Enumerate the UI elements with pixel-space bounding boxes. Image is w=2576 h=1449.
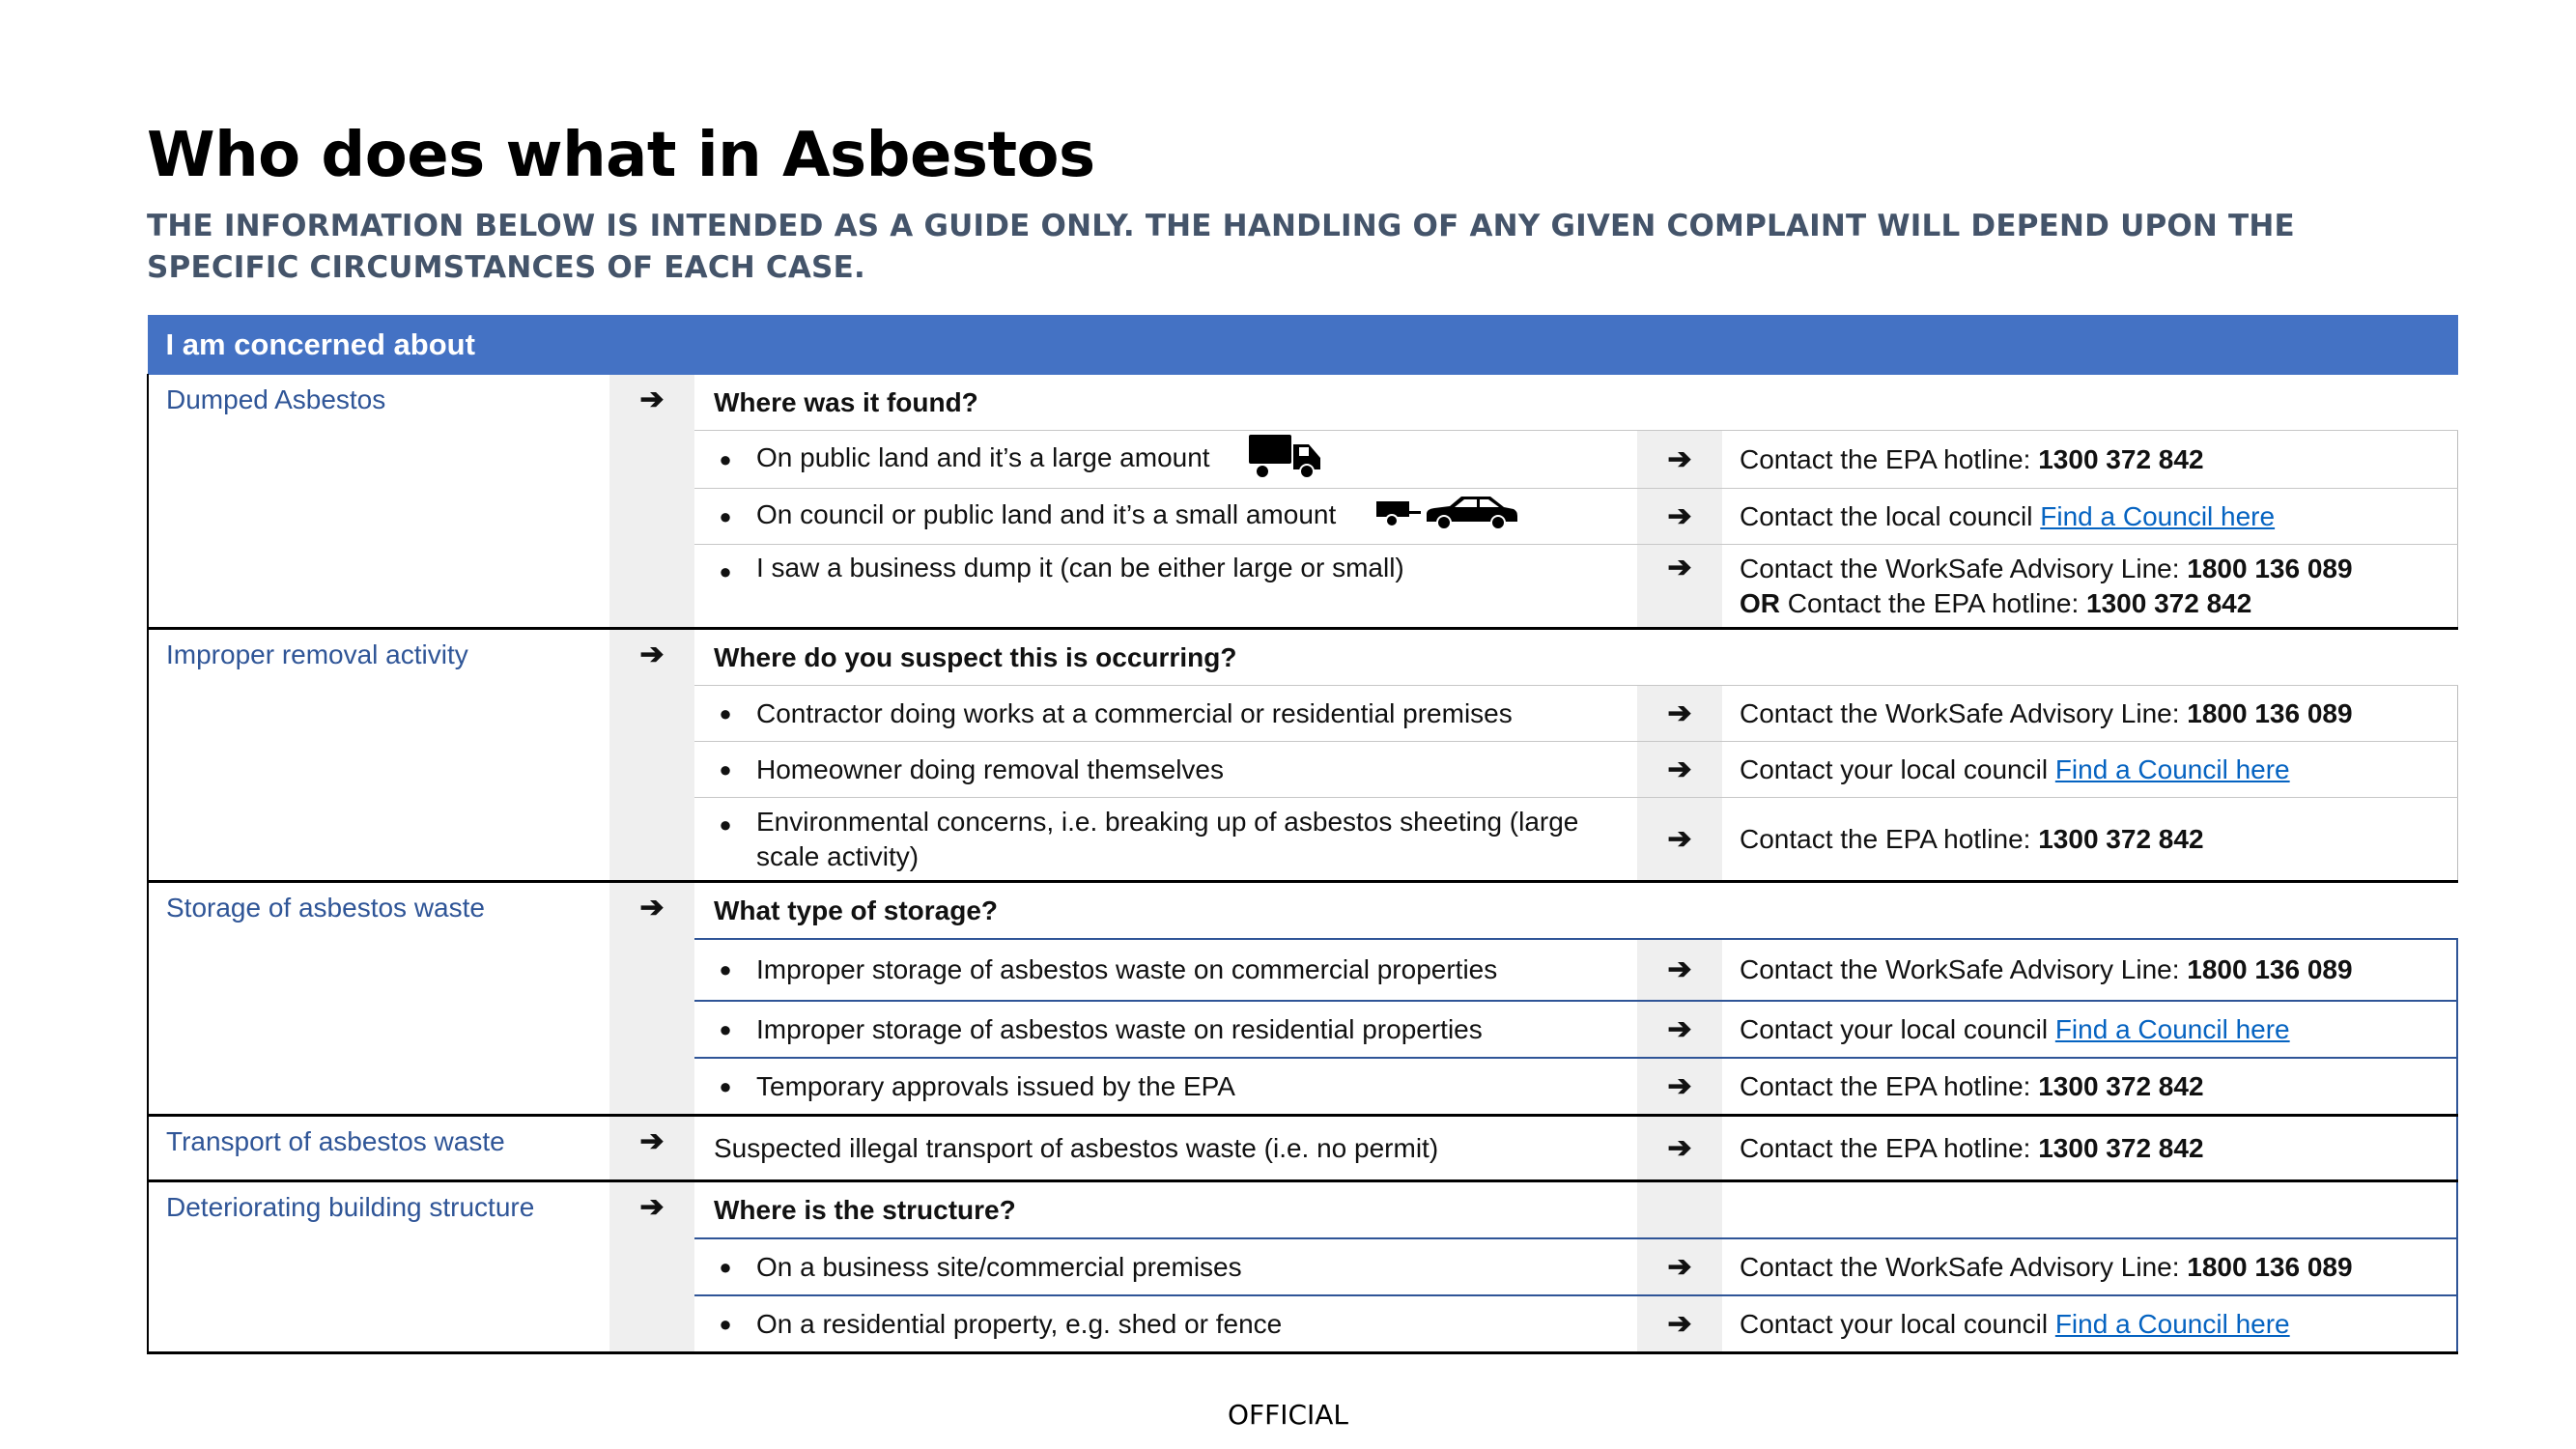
arrow-icon: ➔ [609,882,694,1116]
row-item: On a residential property, e.g. shed or fence [749,1295,1637,1353]
action-contact-council: Contact your local council Find a Council here [1722,1001,2457,1058]
bullet-icon: ● [694,1295,749,1353]
bullet-icon: ● [694,489,749,545]
table-header: I am concerned about [148,316,2457,375]
row-item: On a business site/commercial premises [749,1238,1637,1295]
bullet-icon: ● [694,798,749,882]
arrow-icon: ➔ [1637,939,1722,1001]
row-item: I saw a business dump it (can be either large or small) [749,545,1637,629]
asbestos-guide-table [147,315,2456,1354]
section-transport-row [148,1116,2457,1181]
bullet-icon: ● [694,545,749,629]
action-contact-epa: Contact the EPA hotline: 1300 372 842 [1722,431,2457,489]
action-contact-council: Contact your local council Find a Council here [1722,1295,2457,1353]
trailer-icon [1374,496,1423,537]
find-a-council-link[interactable]: Find a Council here [2054,1013,2290,1044]
find-a-council-link[interactable]: Find a Council here [2040,500,2276,531]
bullet-icon: ● [694,742,749,798]
row-item: Improper storage of asbestos waste on commercial properties [749,939,1637,1001]
arrow-icon: ➔ [609,629,694,882]
row-item: On council or public land and it’s a small amount [749,489,1637,545]
arrow-icon: ➔ [1637,545,1722,629]
arrow-icon: ➔ [1637,686,1722,742]
arrow-icon: ➔ [1637,798,1722,882]
action-contact-worksafe-or-epa: Contact the WorkSafe Advisory Line: 1800 136 089 OR Contact the EPA hotline: 1300 372 842 [1722,545,2457,629]
find-a-council-link[interactable]: Find a Council here [2054,1308,2290,1339]
bullet-icon: ● [694,1238,749,1295]
bullet-icon: ● [694,431,749,489]
row-item: On public land and it’s a large amount [749,431,1637,489]
car-icon [1423,493,1519,540]
arrow-icon: ➔ [609,375,694,629]
bullet-icon: ● [694,939,749,1001]
row-item: Contractor doing works at a commercial or residential premises [749,686,1637,742]
question-removal: Where do you suspect this is occurring? [694,629,2457,686]
page-title: Who does what in Asbestos [147,120,1095,191]
action-contact-worksafe: Contact the WorkSafe Advisory Line: 1800 136 089 [1722,939,2457,1001]
row-item: Improper storage of asbestos waste on residential properties [749,1001,1637,1058]
footer-classification: OFFICIAL [1227,1399,1349,1431]
arrow-icon: ➔ [1637,1238,1722,1295]
action-contact-epa: Contact the EPA hotline: 1300 372 842 [1722,1058,2457,1116]
arrow-icon: ➔ [1637,1295,1722,1353]
arrow-icon: ➔ [609,1116,694,1181]
row-item: Suspected illegal transport of asbestos waste (i.e. no permit) [694,1116,1637,1181]
question-storage: What type of storage? [694,882,2457,940]
question-dumped: Where was it found? [694,375,2457,431]
arrow-icon: ➔ [1637,431,1722,489]
action-contact-epa: Contact the EPA hotline: 1300 372 842 [1722,1116,2457,1181]
question-deteriorating: Where is the structure? [694,1181,1637,1239]
arrow-icon: ➔ [1637,1116,1722,1181]
section-dumped-question-row [148,375,2457,431]
arrow-icon: ➔ [1637,489,1722,545]
action-contact-worksafe: Contact the WorkSafe Advisory Line: 1800 136 089 [1722,1238,2457,1295]
row-item: Temporary approvals issued by the EPA [749,1058,1637,1116]
bullet-icon: ● [694,1058,749,1116]
section-removal-question-row [148,629,2457,686]
find-a-council-link[interactable]: Find a Council here [2054,753,2290,784]
topic-deteriorating-structure: Deteriorating building structure [148,1181,609,1353]
action-contact-worksafe: Contact the WorkSafe Advisory Line: 1800 136 089 [1722,686,2457,742]
action-contact-council: Contact your local council Find a Council here [1722,742,2457,798]
action-contact-epa: Contact the EPA hotline: 1300 372 842 [1722,798,2457,882]
action-contact-council: Contact the local council Find a Council here [1722,489,2457,545]
arrow-icon: ➔ [1637,1001,1722,1058]
empty-arrow-cell [1637,1181,1722,1239]
page-subtitle: THE INFORMATION BELOW IS INTENDED AS A GUIDE ONLY. THE HANDLING OF ANY GIVEN COMPLAINT WILL DEPEND UPON THE SPECIFIC CIRCUMSTANCES OF EACH CASE. [147,209,2295,285]
truck-icon [1247,431,1324,488]
topic-storage: Storage of asbestos waste [148,882,609,1116]
bullet-icon: ● [694,686,749,742]
bullet-icon: ● [694,1001,749,1058]
row-item: Environmental concerns, i.e. breaking up of asbestos sheeting (large scale activity) [749,798,1637,882]
row-item: Homeowner doing removal themselves [749,742,1637,798]
section-deteriorating-question-row [148,1181,2457,1239]
topic-transport: Transport of asbestos waste [148,1116,609,1181]
empty-action-cell [1722,1181,2457,1239]
topic-dumped-asbestos: Dumped Asbestos [148,375,609,629]
arrow-icon: ➔ [1637,1058,1722,1116]
arrow-icon: ➔ [1637,742,1722,798]
section-storage-question-row [148,882,2457,940]
arrow-icon: ➔ [609,1181,694,1353]
topic-improper-removal: Improper removal activity [148,629,609,882]
